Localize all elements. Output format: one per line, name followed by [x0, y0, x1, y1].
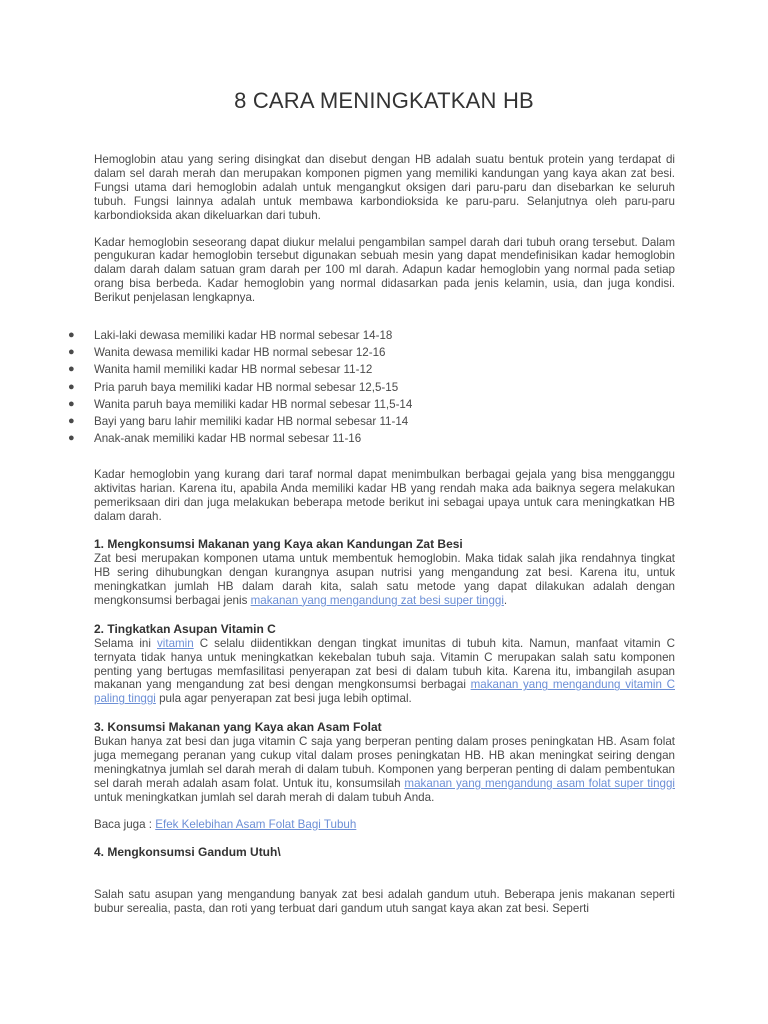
vitamin-c-foods-link[interactable]: makanan yang mengandung vitamin C paling tinggi [94, 678, 675, 706]
section-1-heading: 1. Mengkonsumsi Makanan yang Kaya akan Kandungan Zat Besi [94, 537, 463, 552]
bullet-icon: ● [68, 329, 75, 342]
list-item: ● Bayi yang baru lahir memiliki kadar HB normal sebesar 11-14 [94, 413, 675, 430]
page-title: 8 CARA MENINGKATKAN HB [234, 88, 534, 113]
list-item: ● Anak-anak memiliki kadar HB normal sebesar 11-16 [94, 430, 675, 447]
read-also: Baca juga : Efek Kelebihan Asam Folat Bagi Tubuh [94, 817, 357, 831]
intro-paragraph-1: Hemoglobin atau yang sering disingkat dan disebut dengan HB adalah suatu bentuk protein yang terdapat di dalam sel darah merah dan merupakan komponen pigmen yang memiliki kandungan yang kaya akan zat besi. Fungsi utama dari hemoglobin adalah untuk mengangkut oksigen dari paru-paru dan disebarkan ke seluruh tubuh. Fungsi lainnya adalah untuk membawa karbondioksida ke paru-paru. Selanjutnya oleh paru-paru karbondioksida akan dikeluarkan dari tubuh. [94, 153, 675, 222]
intro-paragraph-2: Kadar hemoglobin seseorang dapat diukur melalui pengambilan sampel darah dari tubuh orang tersebut. Dalam pengukuran kadar hemoglobin tersebut digunakan sebuah mesin yang dapat mendefinisikan kadar hemoglobin dalam darah dalam satuan gram darah per 100 ml darah. Adapun kadar hemoglobin yang normal pada setiap orang bisa berbeda. Kadar hemoglobin yang normal didasarkan pada jenis kelamin, usia, dan juga kondisi. Berikut penjelasan lengkapnya. [94, 235, 675, 305]
list-item: ● Wanita dewasa memiliki kadar HB normal sebesar 12-16 [94, 344, 675, 361]
hb-normal-levels-list [68, 327, 675, 447]
bullet-icon: ● [68, 346, 75, 359]
bullet-icon: ● [68, 415, 75, 428]
bullet-icon: ● [68, 363, 75, 376]
symptoms-paragraph: Kadar hemoglobin yang kurang dari taraf normal dapat menimbulkan berbagai gejala yang bisa mengganggu aktivitas harian. Karena itu, apabila Anda memiliki kadar HB yang rendah maka ada baiknya segera melakukan pemeriksaan diri dan juga melakukan beberapa metode berikut ini sebagai upaya untuk cara meningkatkan HB dalam darah. [94, 468, 675, 524]
section-2-heading: 2. Tingkatkan Asupan Vitamin C [94, 621, 276, 636]
section-4-text: Salah satu asupan yang mengandung banyak zat besi adalah gandum utuh. Beberapa jenis makanan seperti bubur serealia, pasta, dan roti yang terbuat dari gandum utuh sangat kaya akan zat besi. Seperti [94, 887, 675, 915]
folic-acid-foods-link[interactable]: makanan yang mengandung asam folat super tinggi [404, 776, 675, 790]
section-3-text: Bukan hanya zat besi dan juga vitamin C saja yang berperan penting dalam proses peningkatan HB. Asam folat juga memegang peranan yang cukup vital dalam proses peningkatan HB. HB akan meningkat seiring dengan meningkatnya jumlah sel darah merah di dalam tubuh. Komponen yang berperan penting di dalam pembentukan sel darah merah adalah asam folat. Untuk itu, konsumsilah makanan yang mengandung asam folat super tinggi untuk meningkatkan jumlah sel darah merah di dalam tubuh Anda. [94, 735, 675, 804]
document-body [68, 153, 675, 916]
list-item: ● Wanita hamil memiliki kadar HB normal sebesar 11-12 [94, 361, 675, 378]
bullet-icon: ● [68, 380, 75, 393]
section-3-heading: 3. Konsumsi Makanan yang Kaya akan Asam Folat [94, 720, 382, 735]
section-1-text: Zat besi merupakan komponen utama untuk membentuk hemoglobin. Maka tidak salah jika rendahnya tingkat HB sering dihubungkan dengan kurangnya asupan nutrisi yang mengandung zat besi. Karena itu, untuk meningkatkan jumlah HB dalam darah kita, salah satu metode yang dapat dilakukan adalah dengan mengkonsumsi berbagai jenis makanan yang mengandung zat besi super tinggi. [94, 552, 675, 607]
list-item: ● Pria paruh baya memiliki kadar HB normal sebesar 12,5-15 [94, 379, 675, 396]
list-item: ● Wanita paruh baya memiliki kadar HB normal sebesar 11,5-14 [94, 396, 675, 413]
iron-foods-link[interactable]: makanan yang mengandung zat besi super tinggi [250, 593, 504, 607]
list-item: ● Laki-laki dewasa memiliki kadar HB normal sebesar 14-18 [94, 327, 675, 344]
vitamin-link[interactable]: vitamin [156, 636, 194, 650]
read-also-link[interactable]: Efek Kelebihan Asam Folat Bagi Tubuh [155, 817, 357, 831]
section-4-heading: 4. Mengkonsumsi Gandum Utuh\ [94, 844, 281, 859]
section-2-text: Selama ini vitamin C selalu diidentikkan dengan tingkat imunitas di tubuh kita. Namun, manfaat vitamin C ternyata tidak hanya untuk meningkatkan kekebalan tubuh saja. Vitamin C merupakan salah satu komponen penting yang bertugas memfasilitasi penyerapan zat besi di dalam tubuh kita. Karena itu, imbangilah asupan makanan yang mengandung zat besi dengan mengkonsumsi berbagai makanan yang mengandung vitamin C paling tinggi pula agar penyerapan zat besi juga lebih optimal. [94, 636, 675, 706]
bullet-icon: ● [68, 397, 75, 410]
bullet-icon: ● [68, 432, 75, 445]
